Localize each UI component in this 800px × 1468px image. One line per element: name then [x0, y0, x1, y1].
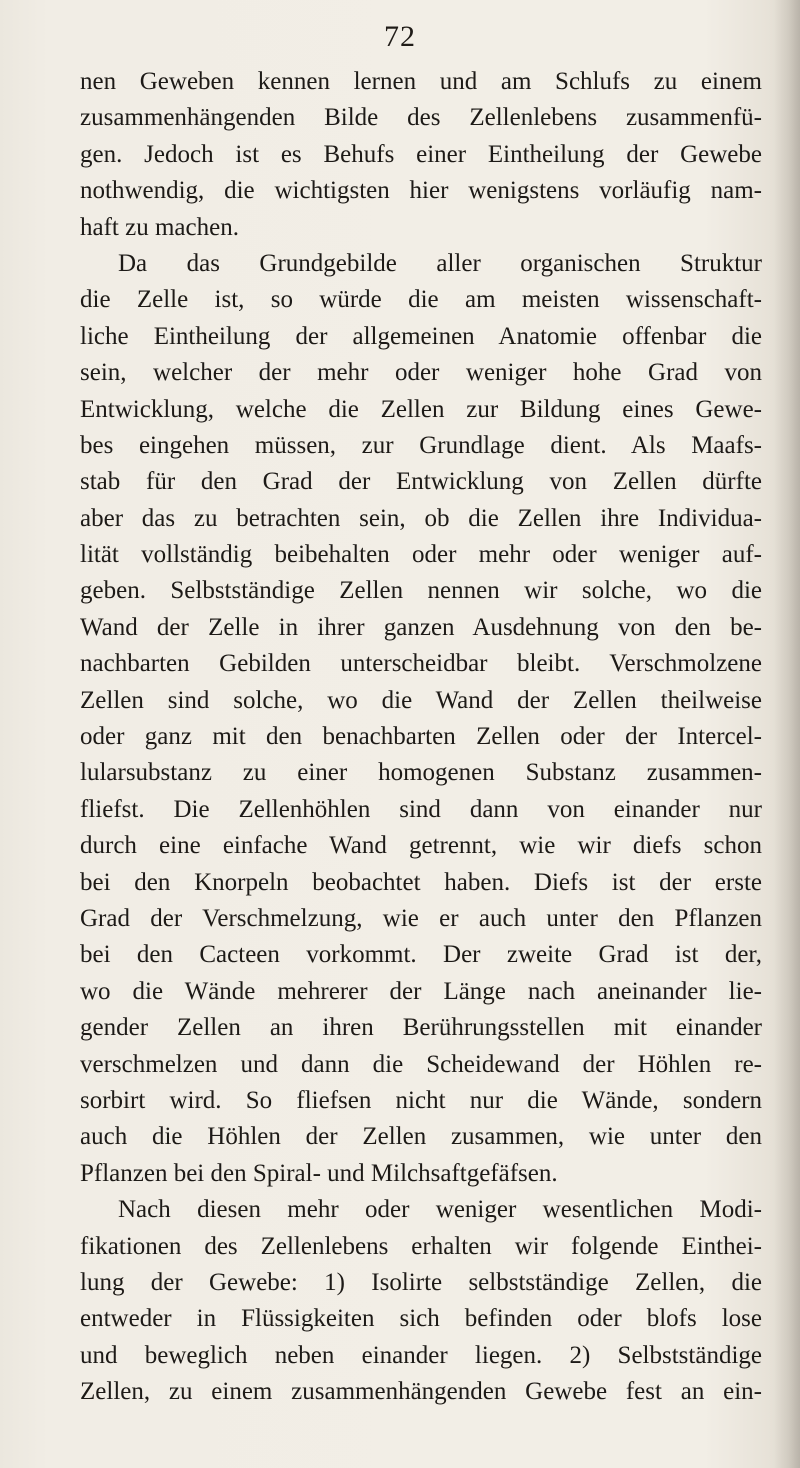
text-line: nachbarten Gebilden unterscheidbar bleibt. Verschmolzene	[80, 650, 762, 678]
text-line: haft zu machen.	[80, 213, 239, 241]
text-line: lität vollständig beibehalten oder mehr oder weniger auf-	[80, 541, 762, 569]
text-line: bes eingehen müssen, zur Grundlage dient. Als Maafs-	[80, 431, 762, 459]
text-line: gen. Jedoch ist es Behufs einer Eintheilung der Gewebe	[80, 140, 762, 168]
text-line: Entwicklung, welche die Zellen zur Bildung eines Gewe-	[80, 395, 762, 423]
text-line: nothwendig, die wichtigsten hier wenigstens vorläufig nam-	[80, 177, 762, 205]
text-line: entweder in Flüssigkeiten sich befinden oder blofs lose	[80, 1305, 762, 1333]
text-line: lularsubstanz zu einer homogenen Substanz zusammen-	[80, 759, 762, 787]
text-line: zusammenhängenden Bilde des Zellenlebens zusammenfü-	[80, 104, 762, 132]
text-line: nen Geweben kennen lernen und am Schlufs zu einem	[80, 68, 762, 95]
text-line: fikationen des Zellenlebens erhalten wir folgende Einthei-	[80, 1232, 762, 1260]
paragraph-start-line: Nach diesen mehr oder weniger wesentlichen Modi-	[118, 1196, 762, 1224]
body-text	[80, 64, 762, 1410]
text-line: Pflanzen bei den Spiral- und Milchsaftgefäfsen.	[80, 1159, 558, 1187]
text-line: fliefst. Die Zellenhöhlen sind dann von einander nur	[80, 795, 762, 823]
text-line: Wand der Zelle in ihrer ganzen Ausdehnung von den be-	[80, 613, 762, 641]
text-line: stab für den Grad der Entwicklung von Zellen dürfte	[80, 468, 762, 496]
page-number: 72	[384, 20, 416, 53]
text-line: Zellen sind solche, wo die Wand der Zellen theilweise	[80, 686, 762, 714]
text-line: aber das zu betrachten sein, ob die Zellen ihre Individua-	[80, 504, 762, 532]
text-line: durch eine einfache Wand getrennt, wie wir diefs schon	[80, 832, 762, 860]
text-line: geben. Selbstständige Zellen nennen wir solche, wo die	[80, 577, 762, 605]
text-line: die Zelle ist, so würde die am meisten wissenschaft-	[80, 286, 762, 314]
text-line: liche Eintheilung der allgemeinen Anatomie offenbar die	[80, 322, 762, 350]
text-line: auch die Höhlen der Zellen zusammen, wie unter den	[80, 1123, 762, 1151]
text-line: gender Zellen an ihren Berührungsstellen mit einander	[80, 1014, 762, 1042]
text-line: Zellen, zu einem zusammenhängenden Gewebe fest an ein-	[80, 1378, 762, 1406]
text-line: lung der Gewebe: 1) Isolirte selbstständige Zellen, die	[80, 1268, 762, 1296]
text-line: sein, welcher der mehr oder weniger hohe Grad von	[80, 359, 762, 387]
text-line: verschmelzen und dann die Scheidewand der Höhlen re-	[80, 1050, 762, 1078]
page-edge-shadow	[774, 0, 800, 1468]
text-line: Grad der Verschmelzung, wie er auch unter den Pflanzen	[80, 904, 762, 932]
text-line: oder ganz mit den benachbarten Zellen oder der Intercel-	[80, 723, 762, 751]
text-line: bei den Cacteen vorkommt. Der zweite Grad ist der,	[80, 941, 762, 969]
text-line: sorbirt wird. So fliefsen nicht nur die Wände, sondern	[80, 1086, 762, 1114]
text-line: wo die Wände mehrerer der Länge nach aneinander lie-	[80, 977, 762, 1005]
text-line: bei den Knorpeln beobachtet haben. Diefs ist der erste	[80, 868, 762, 896]
text-line: und beweglich neben einander liegen. 2) Selbstständige	[80, 1341, 762, 1369]
paragraph-start-line: Da das Grundgebilde aller organischen Struktur	[118, 249, 762, 277]
